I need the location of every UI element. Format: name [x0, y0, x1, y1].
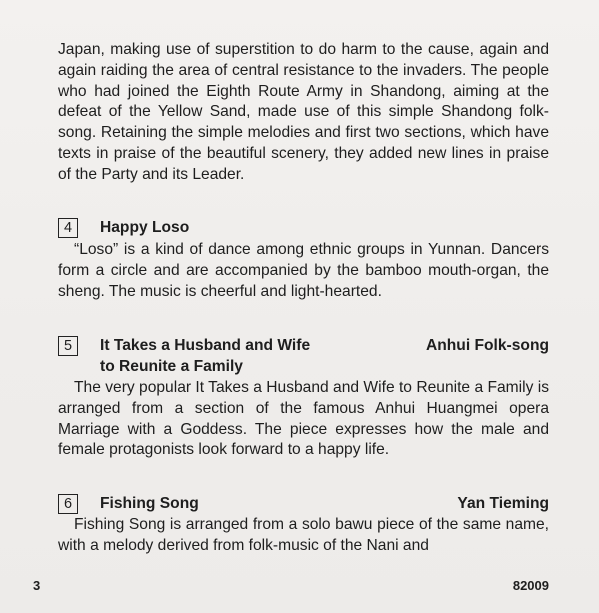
- section-6-source: Yan Tieming: [457, 495, 549, 512]
- section-5-title-line-1: It Takes a Husband and Wife: [100, 337, 311, 354]
- section-4-heading: [58, 218, 549, 240]
- section-5-title-line-2: to Reunite a Family: [100, 358, 243, 375]
- section-5-body: The very popular It Takes a Husband and Wife to Reunite a Family is arranged from a section of the famous Anhui Huangmei opera Marriage with a Goddess. The piece expresses how the male and female protagonists look forward to a happy life.: [58, 379, 549, 459]
- section-4-title: Happy Loso: [100, 219, 190, 236]
- section-4-body: “Loso” is a kind of dance among ethnic groups in Yunnan. Dancers form a circle and are accompanied by the bamboo mouth-organ, the sheng. The music is cheerful and light-hearted.: [58, 241, 549, 300]
- section-6-title: Fishing Song: [100, 495, 199, 512]
- intro-paragraph: Japan, making use of superstition to do harm to the cause, again and again raiding the area of central resistance to the invaders. The people who had joined the Eighth Route Army in Shandong, aiming at the defeat of the Yellow Sand, made use of this simple Shandong folk-song. Retaining the simple melodies and first two sections, which have texts in praise of the beautiful scenery, they added new lines in praise of the Party and its Leader.: [58, 41, 549, 183]
- section-5-heading: [58, 336, 549, 378]
- section-4-number-box: 4: [58, 218, 78, 238]
- catalog-number: 82009: [512, 578, 549, 593]
- section-5-number-box: 5: [58, 336, 78, 356]
- section-5-source: Anhui Folk-song: [426, 337, 549, 354]
- page-number: 3: [33, 578, 41, 593]
- section-6-heading: [58, 494, 549, 516]
- section-6-number-box: 6: [58, 494, 78, 514]
- section-6-body: Fishing Song is arranged from a solo bawu piece of the same name, with a melody derived from folk-music of the Nani and: [58, 516, 549, 554]
